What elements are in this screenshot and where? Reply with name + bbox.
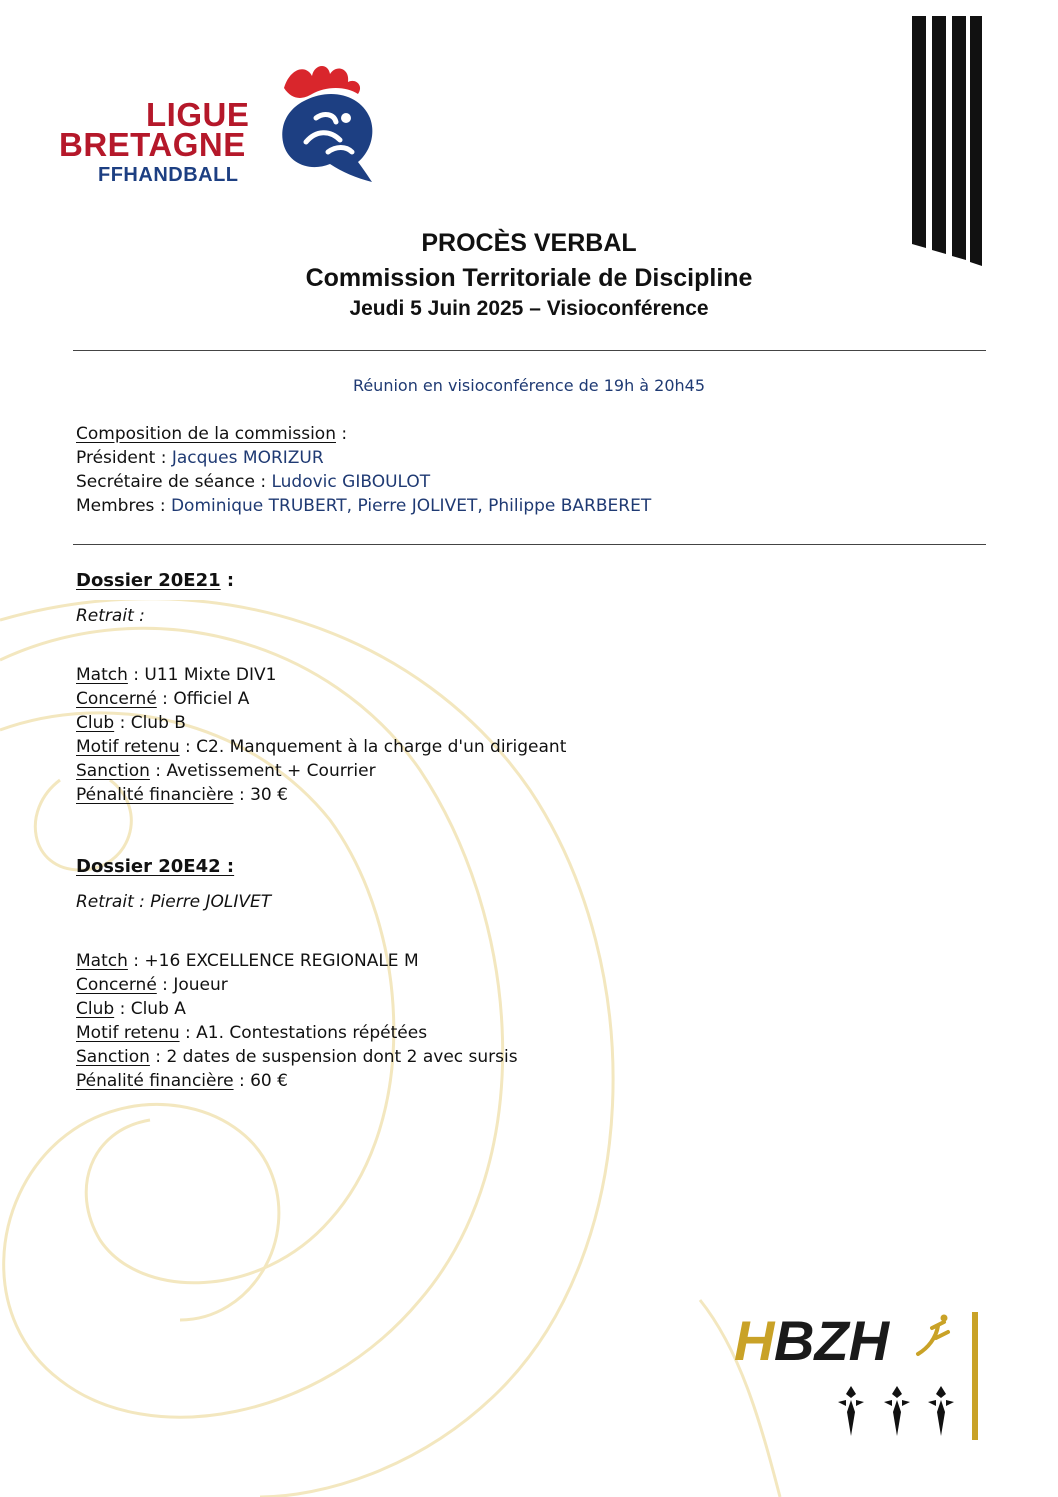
president-line — [76, 446, 324, 470]
field-label: Sanction — [76, 761, 150, 781]
composition-heading-label: Composition de la commission — [76, 424, 336, 444]
dossier-retrait: Retrait : — [76, 606, 145, 626]
field-value: : C2. Manquement à la charge d'un dirigeant — [179, 737, 567, 757]
field-label: Club — [76, 713, 115, 733]
members-label: Membres : — [76, 496, 171, 516]
field-label: Pénalité financière — [76, 785, 234, 805]
dossier-title-label: Dossier 20E42 : — [76, 856, 235, 877]
field-value: : 2 dates de suspension dont 2 avec sursis — [149, 1047, 518, 1067]
secretary-line — [76, 470, 430, 494]
page-date: Jeudi 5 Juin 2025 – Visioconférence — [349, 297, 709, 320]
field-label: Club — [76, 999, 115, 1019]
logo-ffhandball-text: FFHANDBALL — [98, 164, 239, 186]
field-label: Match — [76, 951, 128, 971]
page-title: PROCÈS VERBAL — [421, 229, 637, 257]
field-value: : A1. Contestations répétées — [179, 1023, 428, 1043]
field-value: : U11 Mixte DIV1 — [127, 665, 277, 685]
field-value: : Officiel A — [156, 689, 250, 709]
divider — [73, 350, 986, 351]
field-label: Sanction — [76, 1047, 150, 1067]
field-label: Concerné — [76, 975, 157, 995]
field-label: Motif retenu — [76, 1023, 180, 1043]
dossier-field — [76, 663, 276, 687]
field-value: : +16 EXCELLENCE REGIONALE M — [127, 951, 419, 971]
rooster-logo-icon — [276, 60, 380, 184]
svg-text:H: H — [734, 1309, 775, 1372]
dossier-field — [76, 687, 249, 711]
dossier-field — [76, 949, 419, 973]
members-names: Dominique TRUBERT, Pierre JOLIVET, Philippe BARBERET — [170, 496, 652, 516]
hbzh-logo — [732, 1308, 988, 1448]
logo-ligue-text: LIGUE — [146, 96, 250, 133]
dossier-field — [76, 1021, 427, 1045]
dossier-field — [76, 711, 186, 735]
page-subtitle: Commission Territoriale de Discipline — [305, 264, 753, 292]
field-label: Match — [76, 665, 128, 685]
field-value: : Avetissement + Courrier — [149, 761, 376, 781]
field-value: : Joueur — [156, 975, 228, 995]
members-line — [76, 494, 651, 518]
secretary-name: Ludovic GIBOULOT — [271, 472, 431, 492]
president-label: Président : — [76, 448, 172, 468]
hbzh-logo-text: BZH — [774, 1309, 890, 1372]
dossier-title-label: Dossier 20E21 — [76, 570, 221, 591]
dossier-field — [76, 1069, 288, 1093]
field-label: Pénalité financière — [76, 1071, 234, 1091]
dossier-field — [76, 735, 566, 759]
field-label: Concerné — [76, 689, 157, 709]
divider — [73, 544, 986, 545]
field-value: : 30 € — [233, 785, 288, 805]
field-value: : 60 € — [233, 1071, 288, 1091]
dossier-field — [76, 759, 376, 783]
dossier-title — [76, 569, 234, 593]
meeting-info: Réunion en visioconférence de 19h à 20h45 — [352, 376, 706, 395]
dossier-field — [76, 973, 228, 997]
dossier-title — [76, 855, 234, 879]
ermine-icon — [838, 1386, 954, 1436]
president-name: Jacques MORIZUR — [171, 448, 324, 468]
logo-bretagne-text: BRETAGNE — [59, 126, 246, 163]
field-value: : Club A — [114, 999, 186, 1019]
secretary-label: Secrétaire de séance : — [76, 472, 272, 492]
dossier-retrait: Retrait : Pierre JOLIVET — [76, 892, 272, 912]
dossier-title-suffix: : — [220, 570, 235, 591]
field-value: : Club B — [114, 713, 186, 733]
dossier-field — [76, 997, 186, 1021]
field-label: Motif retenu — [76, 737, 180, 757]
dossier-field — [76, 783, 288, 807]
composition-heading-suffix: : — [335, 424, 348, 444]
composition-heading — [76, 422, 347, 446]
dossier-field — [76, 1045, 518, 1069]
